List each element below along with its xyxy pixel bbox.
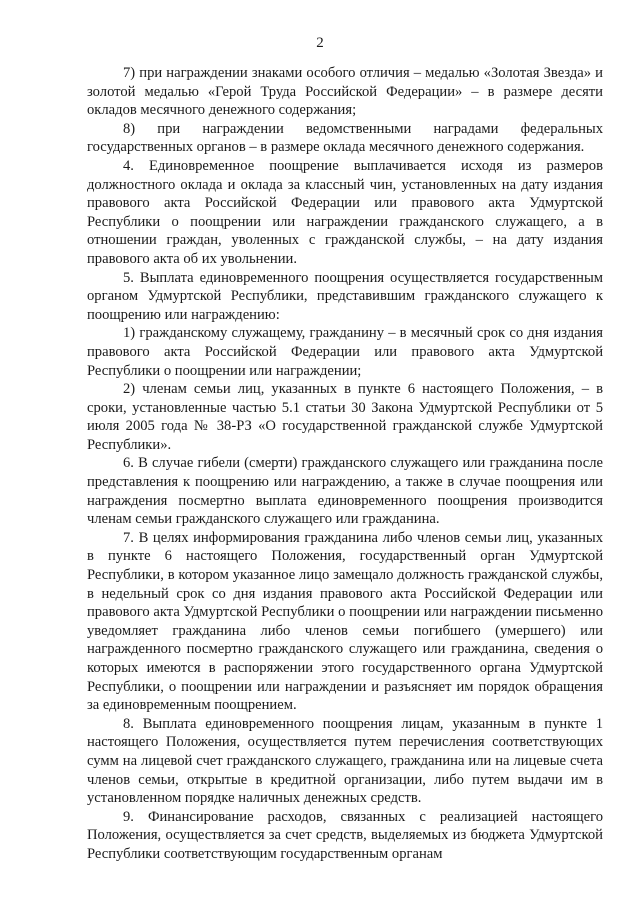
paragraph-8-payment-method: 8. Выплата единовременного поощрения лицам, указанным в пункте 1 настоящего Положения, осуществляется путем перечисления соответствующих сумм на лицевой счет гражданского служащего, гражданина или на лицевые счета членов семьи, открытые в кредитной организации, либо путем выдачи им в установленном порядке наличных денежных средств. xyxy=(87,715,603,807)
paragraph-7-notification: 7. В целях информирования гражданина либо членов семьи лиц, указанных в пункте 6 настоящего Положения, государственный орган Удмуртской Республики, в котором указанное лицо замещало должность гражданской службы, в недельный срок со дня издания правового акта Российской Федерации или правового акта Удмуртской Республики о поощрении или награждении письменно уведомляет гражданина либо членов семьи погибшего (умершего) или награжденного посмертно гражданского служащего или гражданина, сведения о которых имеются в распоряжении этого государственного органа Удмуртской Республики, о поощрении или награждении и разъясняет им порядок обращения за единовременным поощрением. xyxy=(87,529,603,714)
document-body xyxy=(87,64,603,864)
paragraph-7-gold-star: 7) при награждении знаками особого отличия – медалью «Золотая Звезда» и золотой медалью «Герой Труда Российской Федерации» – в размере десяти окладов месячного денежного содержания; xyxy=(87,65,603,119)
paragraph-5-payment-procedure: 5. Выплата единовременного поощрения осуществляется государственным органом Удмуртской Республики, представившим гражданского служащего к поощрению или награждению: xyxy=(87,269,603,323)
paragraph-9-financing: 9. Финансирование расходов, связанных с реализацией настоящего Положения, осуществляется за счет средств, выделяемых из бюджета Удмуртской Республики соответствующим государственным органам xyxy=(87,808,603,862)
paragraph-4-payment-basis: 4. Единовременное поощрение выплачивается исходя из размеров должностного оклада и оклада за классный чин, установленных на дату издания правового акта Российской Федерации или правового акта Удмуртской Республики о поощрении или награждении гражданского служащего, а в отношении граждан, уволенных с гражданской службы, – на дату издания правового акта об их увольнении. xyxy=(87,157,603,267)
page-number: 2 xyxy=(316,35,324,51)
paragraph-5-2-family-members: 2) членам семьи лиц, указанных в пункте 6 настоящего Положения, – в сроки, установленные частью 5.1 статьи 30 Закона Удмуртской Республики от 5 июля 2005 года № 38-РЗ «О государственной гражданской службе Удмуртской Республики». xyxy=(87,381,603,453)
paragraph-8-departmental-awards: 8) при награждении ведомственными наградами федеральных государственных органов – в размере оклада месячного денежного содержания. xyxy=(87,120,603,156)
paragraph-5-1-civil-servant: 1) гражданскому служащему, гражданину – в месячный срок со дня издания правового акта Российской Федерации или правового акта Удмуртской Республики о поощрении или награждении; xyxy=(87,325,603,379)
paragraph-6-death-case: 6. В случае гибели (смерти) гражданского служащего или гражданина после представления к поощрению или награждению, а также в случае поощрения или награждения посмертно выплата единовременного поощрения производится членам семьи гражданского служащего или гражданина. xyxy=(87,455,603,528)
